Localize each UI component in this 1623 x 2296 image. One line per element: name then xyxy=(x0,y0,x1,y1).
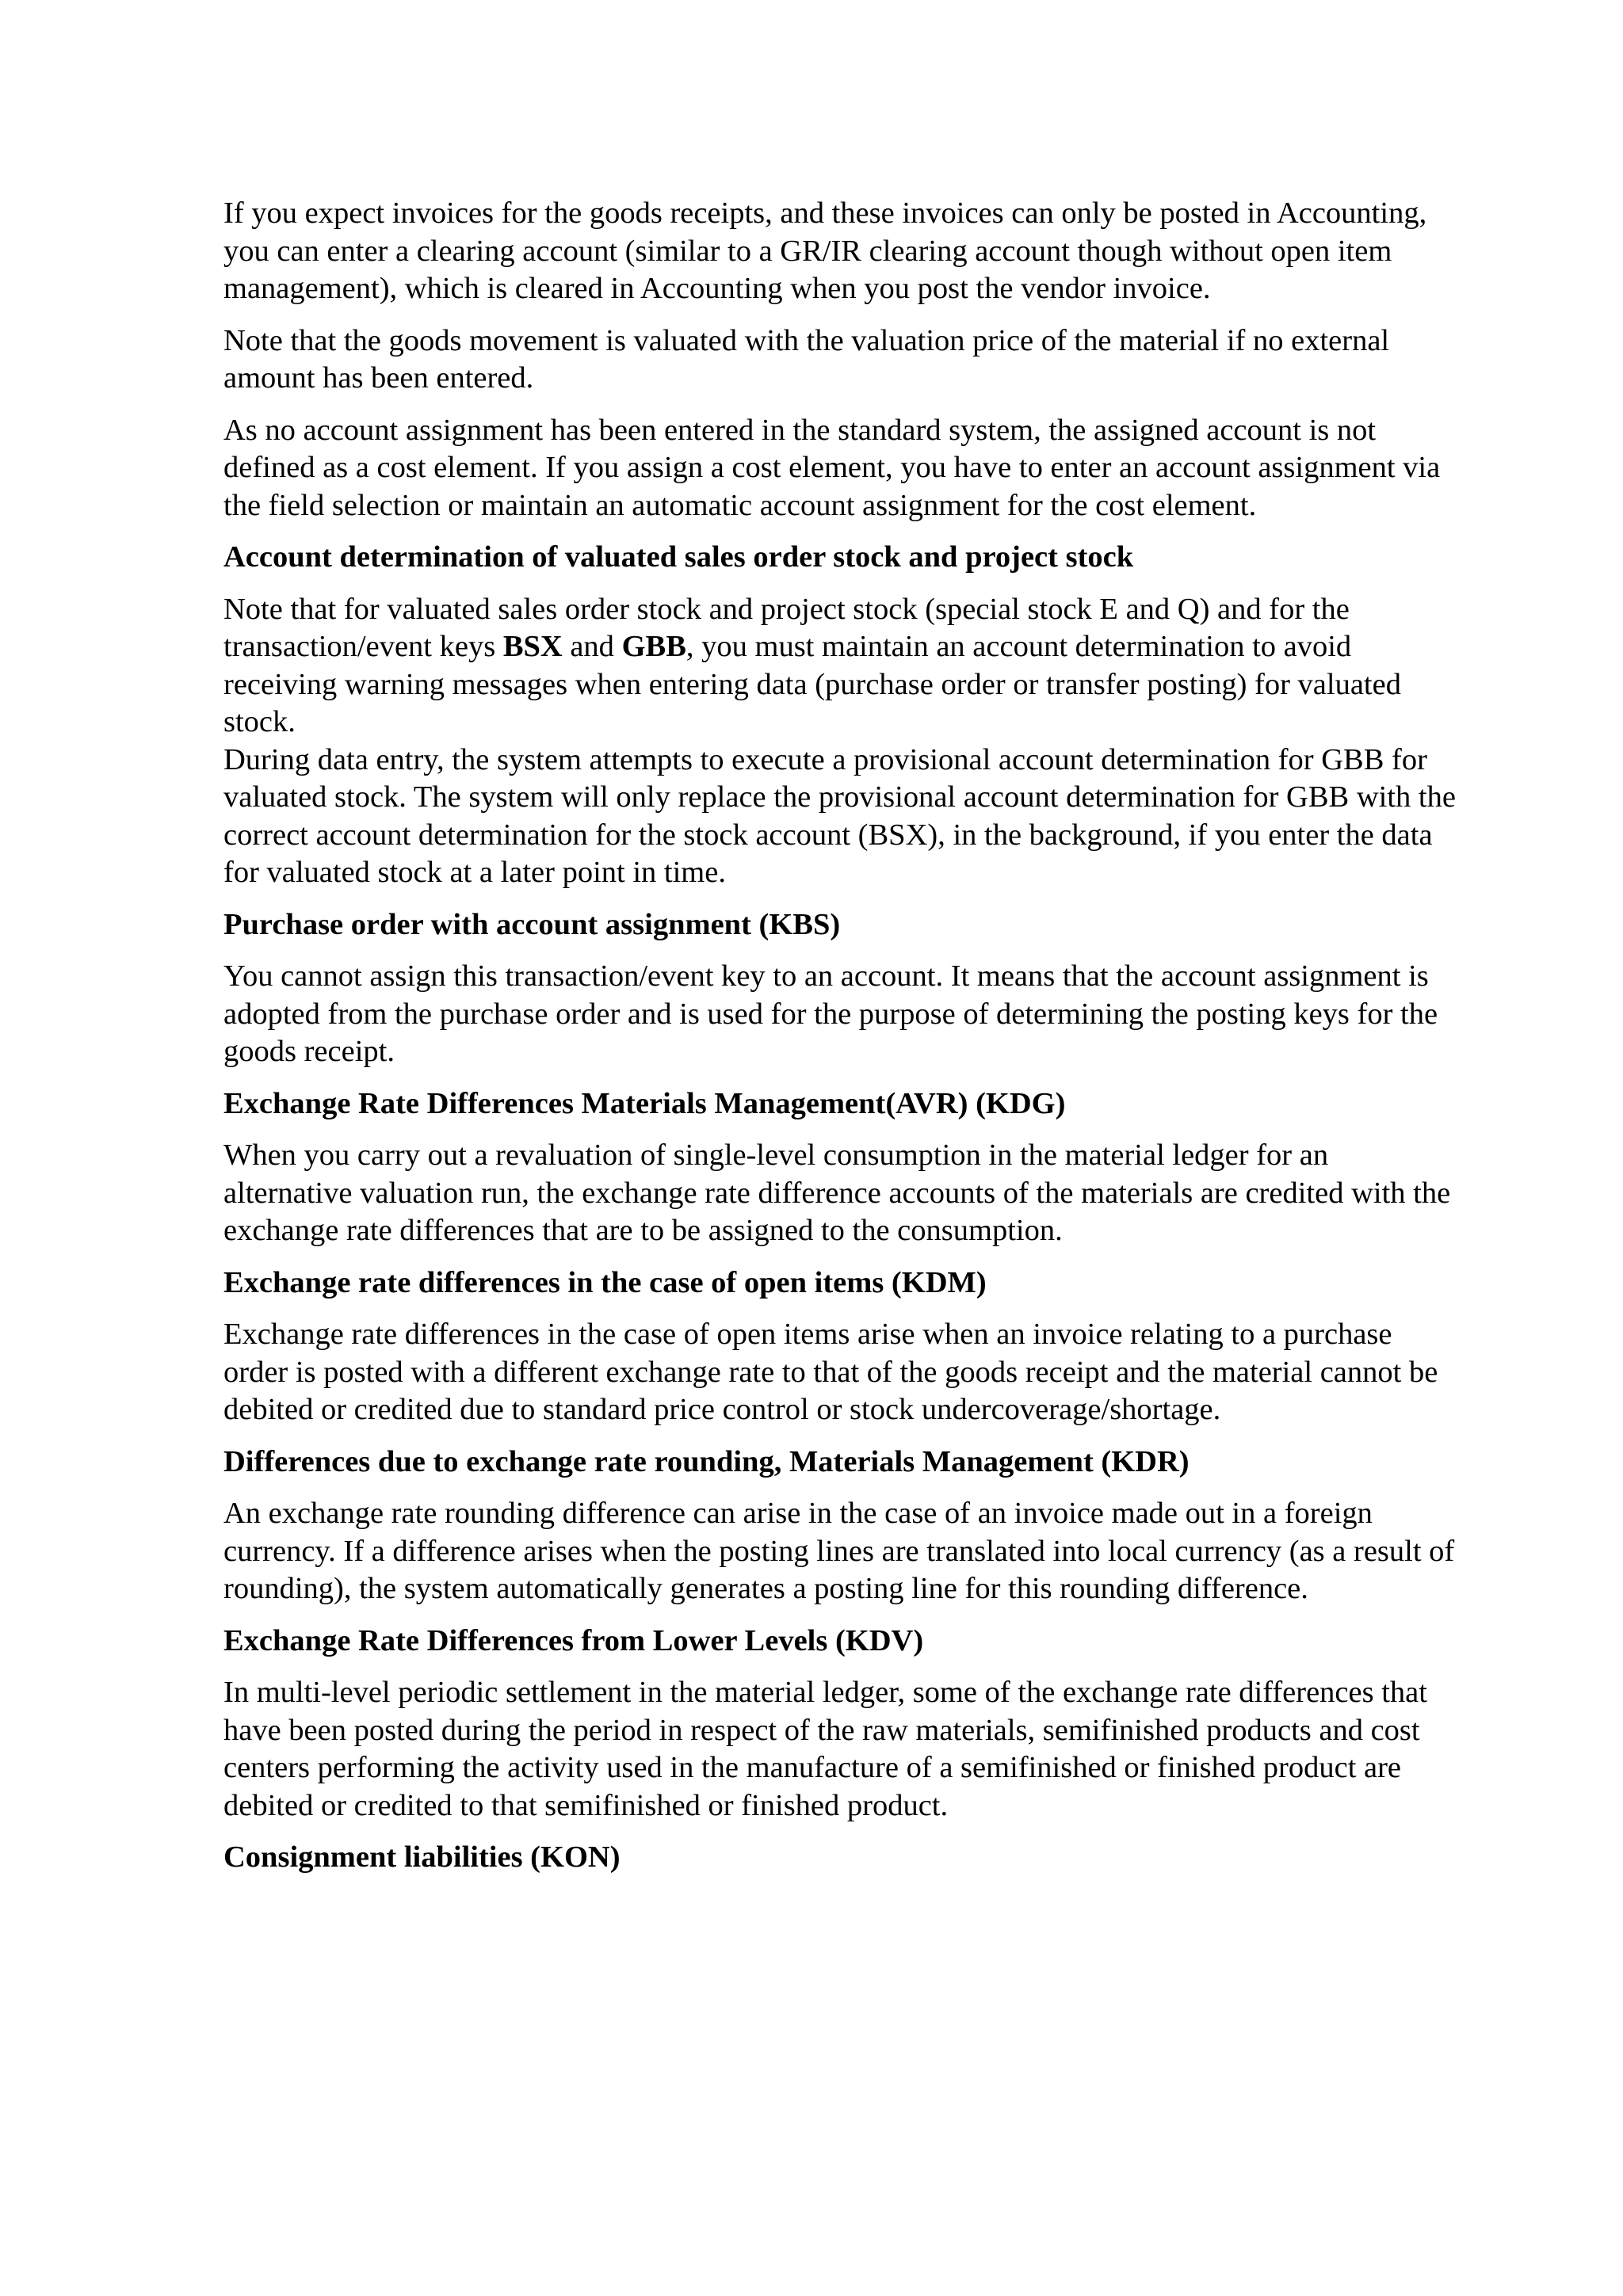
paragraph-valuated-stock-data-entry: During data entry, the system attempts to execute a provisional account determination for GBB for valuated stock. The system will only replace the provisional account determination for GBB with the correct account determination for the stock account (BSX), in the background, if you enter the data for valuated stock at a later point in time. xyxy=(223,742,1456,889)
paragraph-kdv: In multi-level periodic settlement in the material ledger, some of the exchange rate differences that have been posted during the period in respect of the raw materials, semifinished products and cost centers performing the activity used in the manufacture of a semifinished or finished product are debited or credited to that semifinished or finished product. xyxy=(223,1676,1427,1822)
key-gbb: GBB xyxy=(621,630,686,663)
text-segment: Note that for valuated sales order stock and project stock (special stock E and Q) and for the transaction/event keys xyxy=(223,592,1350,663)
heading-kon: Consignment liabilities (KON) xyxy=(223,1840,621,1874)
paragraph-kdr: An exchange rate rounding difference can arise in the case of an invoice made out in a foreign currency. If a difference arises when the posting lines are translated into local currency (as a result of rounding), the system automatically generates a posting line for this rounding difference. xyxy=(223,1497,1455,1605)
paragraph-kdm: Exchange rate differences in the case of open items arise when an invoice relating to a purchase order is posted with a different exchange rate to that of the goods receipt and the material cannot be debited or credited due to standard price control or stock undercoverage/shortage. xyxy=(223,1318,1438,1426)
text-segment: , you must maintain an account determination to avoid receiving warning messages when entering data (purchase order or transfer posting) for valuated stock. xyxy=(223,630,1401,738)
heading-kdr: Differences due to exchange rate rounding, Materials Management (KDR) xyxy=(223,1444,1190,1478)
paragraph-kbs: You cannot assign this transaction/event key to an account. It means that the account assignment is adopted from the purchase order and is used for the purpose of determining the posting keys for the goods receipt. xyxy=(223,959,1438,1068)
heading-valuated-stock: Account determination of valuated sales order stock and project stock xyxy=(223,540,1134,574)
key-bsx: BSX xyxy=(502,630,563,663)
intro-paragraph-valuation-price: Note that the goods movement is valuated with the valuation price of the material if no external amount has been entered. xyxy=(223,323,1390,395)
document-page xyxy=(223,195,1460,1891)
heading-kbs: Purchase order with account assignment (KBS) xyxy=(223,907,841,941)
intro-paragraph-clearing-account: If you expect invoices for the goods receipts, and these invoices can only be posted in Accounting, you can enter a clearing account (similar to a GR/IR clearing account though without open item management), which is cleared in Accounting when you post the vendor invoice. xyxy=(223,196,1427,305)
heading-kdv: Exchange Rate Differences from Lower Levels (KDV) xyxy=(223,1623,924,1657)
heading-kdm: Exchange rate differences in the case of open items (KDM) xyxy=(223,1265,987,1299)
paragraph-valuated-stock xyxy=(223,591,1460,742)
paragraph-kdg: When you carry out a revaluation of single-level consumption in the material ledger for an alternative valuation run, the exchange rate difference accounts of the materials are credited with the exchange rate differences that are to be assigned to the consumption. xyxy=(223,1138,1451,1247)
heading-kdg: Exchange Rate Differences Materials Management(AVR) (KDG) xyxy=(223,1086,1066,1120)
intro-paragraph-cost-element: As no account assignment has been entered in the standard system, the assigned account is not defined as a cost element. If you assign a cost element, you have to enter an account assignment via the field selection or maintain an automatic account assignment for the cost element. xyxy=(223,413,1441,522)
text-segment: and xyxy=(562,630,622,663)
